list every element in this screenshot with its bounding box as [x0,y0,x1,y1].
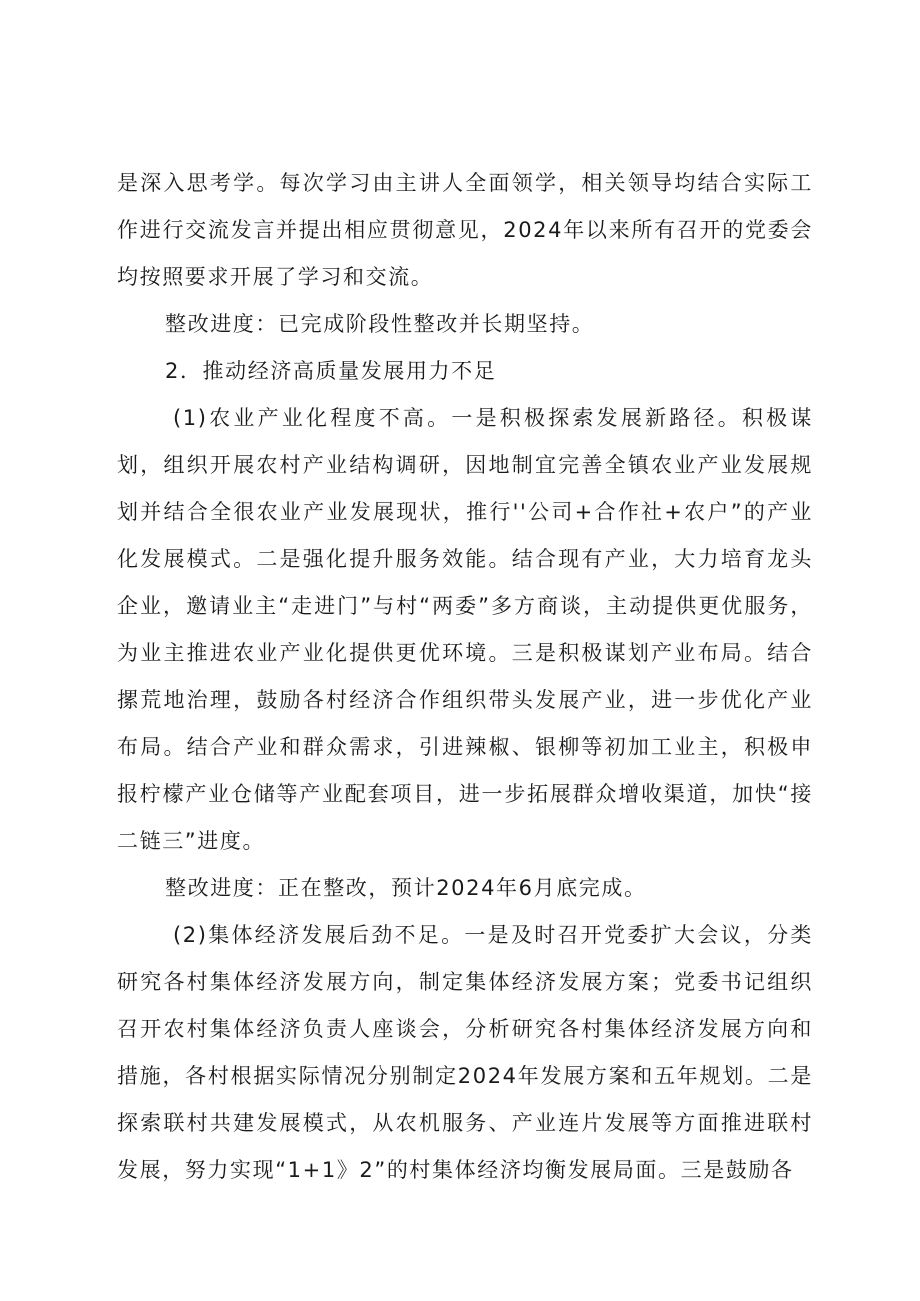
section-heading-2: 2．推动经济高质量发展用力不足 [165,359,497,383]
paragraph-progress-2: 整改进度：正在整改，预计2024年6月底完成。 [165,876,647,900]
paragraph-agri-industrialization: (1)农业产业化程度不高。一是积极探索发展新路径。积极谋划，组织开展农村产业结构调研，因地制宜完善全镇农业产业发展规划并结合全很农业产业发展现状，推行''公司+合作社+农户”的产业化发展模式。二是强化提升服务效能。结合现有产业，大力培育龙头企业，邀请业主“走进门”与村“两委”多方商谈，主动提供更优服务，为业主推进农业产业化提供更优环境。三是积极谋划产业布局。结合摞荒地治理，鼓励各村经济合作组织带头发展产业，进一步优化产业布局。结合产业和群众需求，引进辣椒、银柳等初加工业主，积极申报柠檬产业仓储等产业配套项目，进一步拓展群众增收渠道，加快“接二链三”进度。 [117,406,813,853]
document-body [117,160,813,1194]
paragraph-study-continuation: 是深入思考学。每次学习由主讲人全面领学，相关领导均结合实际工作进行交流发言并提出相应贯彻意见，2024年以来所有召开的党委会均按照要求开展了学习和交流。 [117,171,813,289]
paragraph-progress-1: 整改进度：已完成阶段性整改并长期坚持。 [165,312,595,336]
paragraph-collective-economy: (2)集体经济发展后劲不足。一是及时召开党委扩大会议，分类研究各村集体经济发展方向，制定集体经济发展方案；党委书记组织召开农村集体经济负责人座谈会，分析研究各村集体经济发展方向和措施，各村根据实际情况分别制定2024年发展方案和五年规划。二是探索联村共建发展模式，从农机服务、产业连片发展等方面推进联村发展，努力实现“1+1》2”的村集体经济均衡发展局面。三是鼓励各 [117,923,813,1182]
